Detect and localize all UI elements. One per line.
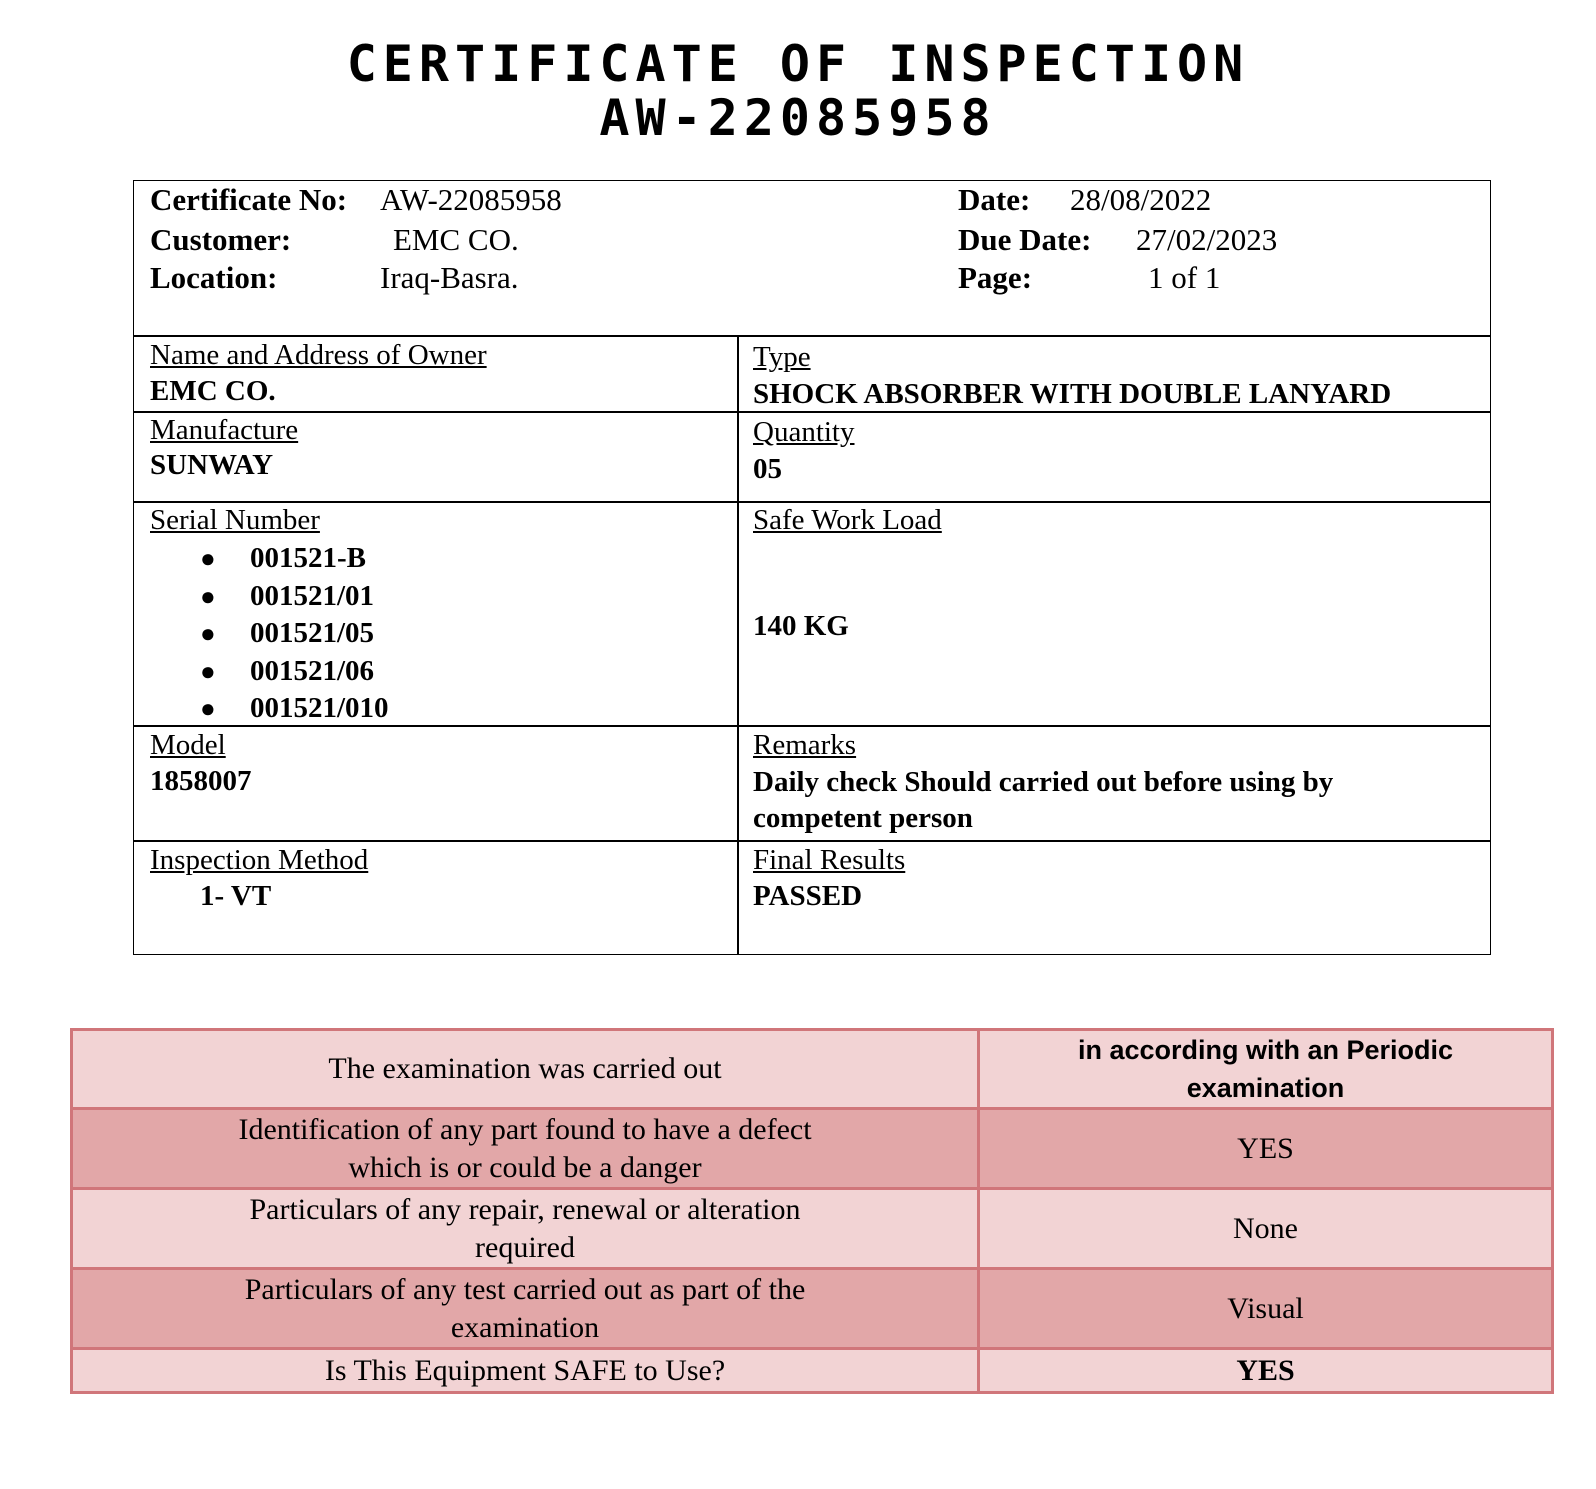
type-value: SHOCK ABSORBER WITH DOUBLE LANYARD (753, 378, 1392, 410)
date-value: 28/08/2022 (1070, 182, 1212, 217)
table-row (72, 1189, 1553, 1269)
location-label: Location: (150, 260, 278, 295)
list-item: ● 001521/01 (200, 578, 389, 616)
examination-table (70, 1028, 1554, 1394)
page-value: 1 of 1 (1148, 260, 1221, 295)
exam-question: The examination was carried out (72, 1030, 979, 1109)
list-item: ● 001521/010 (200, 690, 389, 728)
swl-value: 140 KG (753, 610, 849, 642)
final-results-label: Final Results (753, 844, 906, 876)
bullet-icon: ● (200, 544, 216, 573)
owner-value: EMC CO. (150, 375, 276, 407)
owner-label: Name and Address of Owner (150, 339, 487, 371)
divider (133, 335, 1491, 337)
exam-question: Is This Equipment SAFE to Use? (72, 1349, 979, 1393)
serial-number-list (200, 540, 389, 728)
table-row (72, 1109, 1553, 1189)
list-item: ● 001521/06 (200, 653, 389, 691)
page-label: Page: (958, 260, 1033, 295)
location-value: Iraq-Basra. (380, 260, 519, 295)
type-label: Type (753, 341, 811, 373)
exam-question: Particulars of any repair, renewal or alteration required (72, 1189, 979, 1269)
list-item: ● 001521/05 (200, 615, 389, 653)
date-label: Date: (958, 182, 1031, 217)
swl-label: Safe Work Load (753, 504, 942, 536)
customer-label: Customer: (150, 222, 292, 257)
inspection-method-label: Inspection Method (150, 844, 369, 876)
certificate-title-number: AW-22085958 (599, 89, 997, 147)
manufacture-value: SUNWAY (150, 449, 274, 481)
quantity-value: 05 (753, 453, 782, 485)
exam-question: Identification of any part found to have a defect which is or could be a danger (72, 1109, 979, 1189)
inspection-method-value: 1- VT (200, 880, 272, 912)
exam-answer: None (979, 1189, 1553, 1269)
exam-answer: in according with an Periodic examination (979, 1030, 1553, 1109)
remarks-label: Remarks (753, 729, 857, 761)
exam-question: Particulars of any test carried out as part of the examination (72, 1269, 979, 1349)
table-row (72, 1349, 1553, 1393)
serial-number-label: Serial Number (150, 504, 320, 536)
model-value: 1858007 (150, 765, 252, 797)
exam-answer: YES (979, 1109, 1553, 1189)
due-date-value: 27/02/2023 (1136, 222, 1278, 257)
list-item: ● 001521-B (200, 540, 389, 578)
exam-answer: Visual (979, 1269, 1553, 1349)
manufacture-label: Manufacture (150, 414, 299, 446)
table-row (72, 1030, 1553, 1109)
remarks-value-line1: Daily check Should carried out before using by (753, 766, 1334, 798)
bullet-icon: ● (200, 581, 216, 611)
divider (133, 840, 1491, 842)
remarks-value-line2: competent person (753, 802, 973, 834)
table-row (72, 1269, 1553, 1349)
due-date-label: Due Date: (958, 222, 1092, 257)
certificate-no-value: AW-22085958 (380, 182, 562, 217)
final-results-value: PASSED (753, 880, 863, 912)
model-label: Model (150, 729, 226, 761)
certificate-title: CERTIFICATE OF INSPECTION (346, 35, 1250, 93)
bullet-icon: ● (200, 656, 216, 686)
exam-answer: YES (979, 1349, 1553, 1393)
customer-value: EMC CO. (393, 222, 519, 257)
certificate-no-label: Certificate No: (150, 182, 348, 217)
bullet-icon: ● (200, 694, 216, 723)
column-divider (737, 335, 739, 955)
quantity-label: Quantity (753, 416, 855, 448)
bullet-icon: ● (200, 619, 216, 648)
